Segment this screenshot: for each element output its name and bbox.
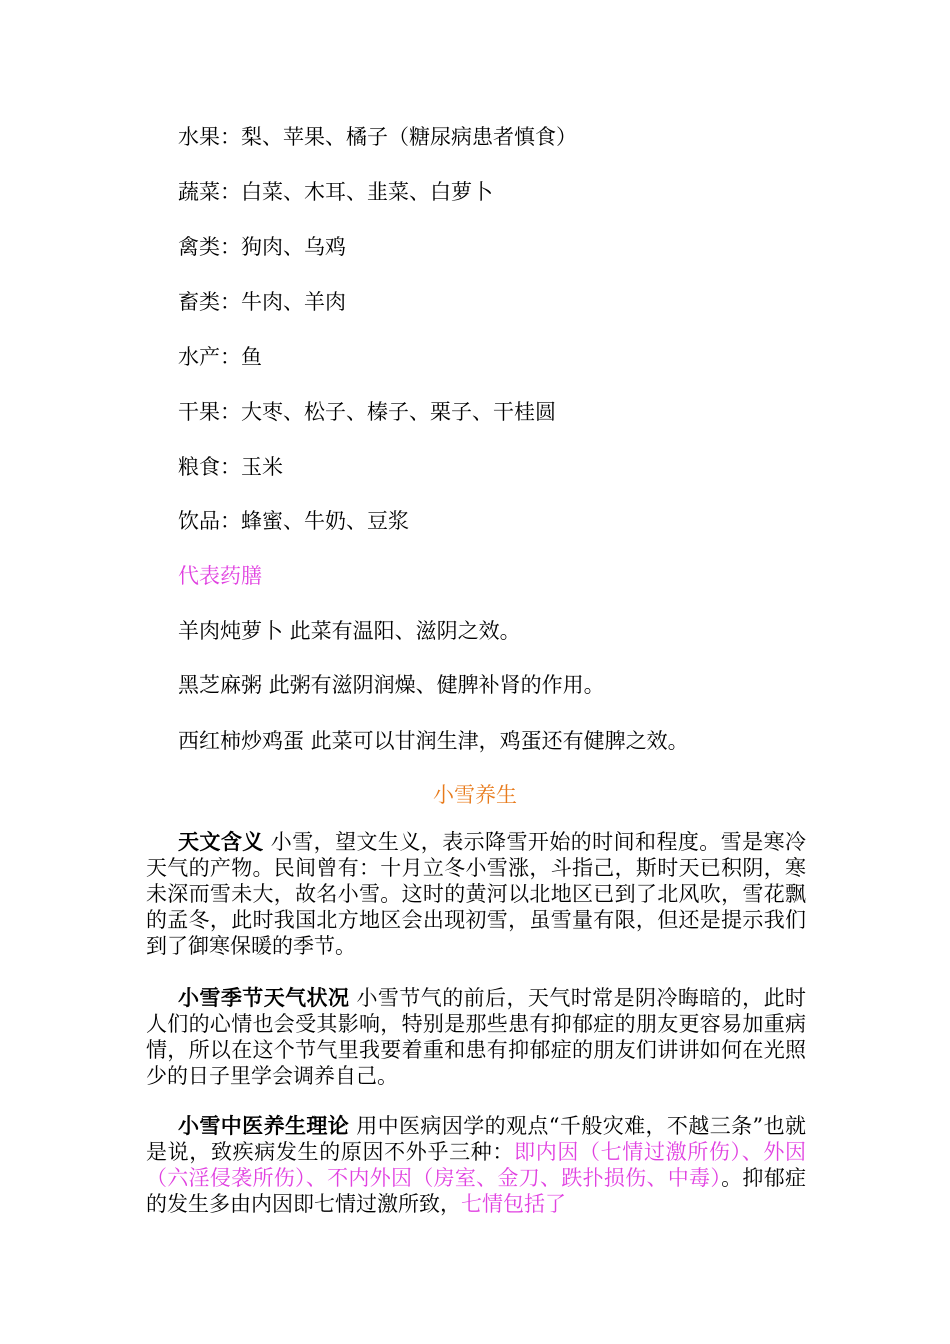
astronomy-label: 天文含义 bbox=[178, 829, 264, 854]
tcm-paragraph bbox=[146, 1113, 806, 1217]
diet-vegetables: 蔬菜：白菜、木耳、韭菜、白萝卜 bbox=[178, 180, 493, 204]
tcm-text-b: 。抑郁症的发生多由内因即七情过激所致， bbox=[146, 1166, 807, 1216]
diet-drinks: 饮品：蜂蜜、牛奶、豆浆 bbox=[178, 509, 409, 533]
tcm-highlight-b: 七情包括了 bbox=[461, 1192, 566, 1216]
medicinal-diet-item: 黑芝麻粥 此粥有滋阴润燥、健脾补肾的作用。 bbox=[178, 673, 605, 697]
weather-text: 小雪节气的前后，天气时常是阴冷晦暗的，此时人们的心情也会受其影响，特别是那些患有抑郁症的朋友更容易加重病情，所以在这个节气里我要着重和患有抑郁症的朋友们讲讲如何在光照少的日子里学会调养自己。 bbox=[146, 986, 806, 1088]
diet-aquatic: 水产：鱼 bbox=[178, 345, 262, 369]
diet-poultry: 禽类：狗肉、乌鸡 bbox=[178, 235, 346, 259]
medicinal-diet-heading: 代表药膳 bbox=[178, 564, 262, 588]
section-title: 小雪养生 bbox=[433, 783, 517, 807]
tcm-highlight-a: 即内因（七情过激所伤）、外因（六淫侵袭所伤）、不内外因（房室、金刀、跌扑损伤、中毒） bbox=[146, 1140, 807, 1190]
weather-label: 小雪季节天气状况 bbox=[178, 985, 350, 1010]
astronomy-text: 小雪，望文生义，表示降雪开始的时间和程度。雪是寒冷天气的产物。民间曾有：十月立冬小雪涨，斗指己，斯时天已积阴，寒未深而雪未大，故名小雪。这时的黄河以北地区已到了北风吹，雪花飘的孟冬，此时我国北方地区会出现初雪，虽雪量有限，但还是提示我们到了御寒保暖的季节。 bbox=[146, 830, 806, 958]
diet-livestock: 畜类：牛肉、羊肉 bbox=[178, 290, 346, 314]
medicinal-diet-item: 西红柿炒鸡蛋 此菜可以甘润生津，鸡蛋还有健脾之效。 bbox=[178, 729, 689, 753]
tcm-label: 小雪中医养生理论 bbox=[178, 1113, 350, 1138]
weather-paragraph bbox=[146, 985, 806, 1089]
diet-fruit: 水果：梨、苹果、橘子（糖尿病患者慎食） bbox=[178, 125, 577, 149]
medicinal-diet-item: 羊肉炖萝卜 此菜有温阳、滋阴之效。 bbox=[178, 619, 521, 643]
astronomy-paragraph bbox=[146, 829, 806, 959]
diet-dried-fruit: 干果：大枣、松子、榛子、栗子、干桂圆 bbox=[178, 400, 556, 424]
diet-grain: 粮食：玉米 bbox=[178, 455, 283, 479]
tcm-text-a: 用中医病因学的观点“千般灾难，不越三条”也就是说，致疾病发生的原因不外乎三种： bbox=[146, 1114, 807, 1164]
